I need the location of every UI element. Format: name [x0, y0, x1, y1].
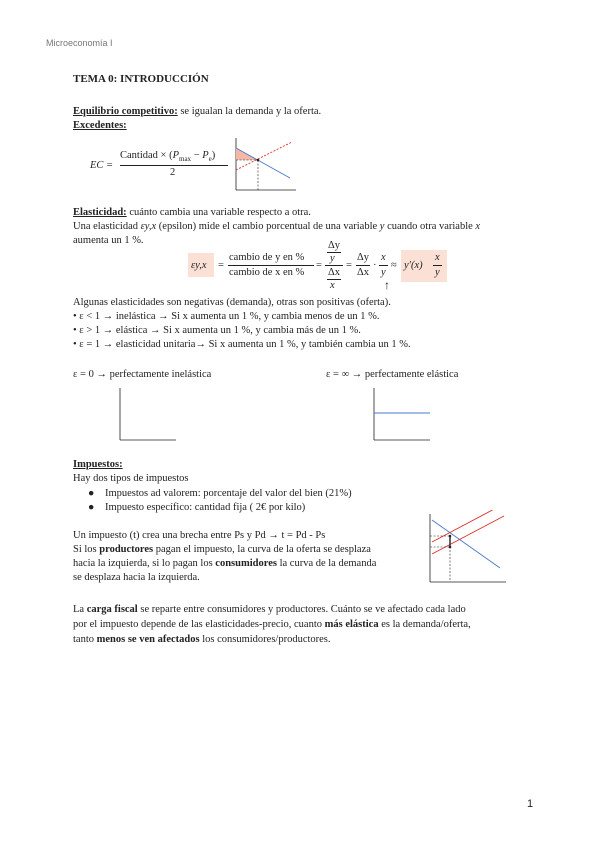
- impuesto-type-1: [88, 488, 352, 500]
- tax-graph: [420, 510, 510, 590]
- def-c: cuando otra variable: [384, 221, 476, 232]
- elasticity-formula: [188, 240, 448, 292]
- bullet-unitary: • ε = 1 → elasticidad unitaria→ Si x aumenta un 1 %, y también cambia un 1 %.: [73, 339, 411, 350]
- impuesto-type-2: [88, 502, 305, 514]
- perf-inelastic-label: ε = 0 → perfectamente inelástica: [73, 369, 212, 380]
- carga-line2: [73, 619, 471, 631]
- bullet-elastic: • ε > 1 → elástica → Si x aumenta un 1 %, y cambia más de un 1 %.: [73, 325, 361, 336]
- f1-num: cambio de y en %: [229, 252, 305, 263]
- bullet-dot-2: ●: [88, 502, 95, 513]
- impuestos-intro: Hay dos tipos de impuestos: [73, 473, 189, 484]
- ec-denominator: 2: [170, 167, 176, 178]
- bullet-dot-1: ●: [88, 488, 95, 499]
- surplus-demand-line: [236, 148, 290, 178]
- tax-pd-point: [449, 535, 452, 538]
- ec-num-b: ): [211, 150, 216, 161]
- formula-dot: ·: [373, 260, 377, 271]
- p2-b: productores: [99, 544, 154, 555]
- equilibrio-label: Equilibrio competitivo:: [73, 106, 178, 117]
- f2-num-top: Δy: [328, 240, 341, 251]
- carga-line3: [73, 634, 331, 646]
- carga-3a: tanto: [73, 634, 97, 645]
- def-x: x: [475, 221, 481, 232]
- ec-pe-sub: e: [208, 155, 212, 164]
- formula-approx: ≈: [391, 260, 397, 271]
- ec-num-a: Cantidad × (: [120, 150, 173, 161]
- f3-den: Δx: [357, 267, 370, 278]
- ec-pmax-sub: max: [179, 155, 192, 164]
- ec-minus: −: [191, 150, 203, 161]
- document-header: Microeconomía I: [46, 38, 113, 48]
- f4-den: y: [381, 267, 386, 278]
- equilibrio-text: se igualan la demanda y la oferta.: [177, 106, 322, 117]
- ec-lhs: EC =: [90, 160, 114, 171]
- excedentes-label: Excedentes:: [73, 120, 127, 131]
- impuesto-p4: se desplaza hacia la izquierda.: [73, 572, 200, 583]
- def-b: (epsilon) mide el cambio porcentual de una variable: [156, 221, 380, 232]
- def-a: Una elasticidad: [73, 221, 141, 232]
- carga-1b: carga fiscal: [86, 604, 138, 615]
- carga-3c: los consumidores/productores.: [199, 634, 331, 645]
- def-y: y: [379, 221, 385, 232]
- formula-lhs: εy,x: [191, 260, 207, 271]
- algunas-text: Algunas elasticidades son negativas (demanda), otras son positivas (oferta).: [73, 297, 391, 308]
- perf-inelastic-graph: [112, 384, 182, 446]
- f1-den: cambio de x en %: [229, 267, 305, 278]
- p3-a: hacia la izquierda, si lo pagan los: [73, 558, 216, 569]
- tax-supply-line: [432, 516, 504, 554]
- elasticidad-def-line1: [73, 221, 480, 233]
- surplus-eq-point: [257, 159, 260, 162]
- ec-formula: [90, 150, 230, 182]
- impuesto-p3: [73, 558, 376, 570]
- ec-pe: P: [202, 150, 209, 161]
- surplus-graph: [228, 134, 300, 194]
- elasticidad-line: [73, 207, 311, 219]
- impuesto-p1: Un impuesto (t) crea una brecha entre Ps y Pd → t = Pd - Ps: [73, 530, 326, 541]
- f3-num: Δy: [357, 252, 370, 263]
- f5-bar: [433, 265, 442, 266]
- arrow-up: ↑: [384, 278, 390, 292]
- formula-eq3: =: [346, 260, 352, 271]
- carga-2a: por el impuesto depende de las elasticidades-precio, cuanto: [73, 619, 325, 630]
- tax-demand-line: [432, 520, 500, 568]
- page-title: TEMA 0: INTRODUCCIÓN: [73, 73, 209, 85]
- impuesto-p2: [73, 544, 371, 556]
- perf-elastic-graph: [366, 384, 436, 446]
- impuesto-type-1-text: Impuestos ad valorem: porcentaje del valor del bien (21%): [104, 488, 352, 499]
- tax-ps-point: [449, 546, 452, 549]
- elasticidad-text: cuánto cambia una variable respecto a otra.: [126, 207, 311, 218]
- ec-fraction-bar: [120, 165, 228, 166]
- def-eps: εy,x: [140, 221, 157, 232]
- impuestos-label: Impuestos:: [73, 459, 123, 470]
- p3-b: consumidores: [215, 558, 277, 569]
- f5-den: y: [435, 267, 440, 278]
- f4-num: x: [381, 252, 386, 263]
- carga-3b: menos se ven afectados: [96, 634, 200, 645]
- f5-main: y′(x): [404, 260, 423, 271]
- impuesto-type-2-text: Impuesto específico: cantidad fija ( 2€ por kilo): [104, 502, 306, 513]
- tax-supply-shifted-line: [432, 510, 500, 542]
- f2-num-bot: y: [330, 253, 335, 264]
- f1-bar: [228, 265, 314, 266]
- carga-1c: se reparte entre consumidores y productores. Cuánto se ve afectado cada lado: [137, 604, 466, 615]
- perf-elastic-label: ε = ∞ → perfectamente elástica: [326, 369, 459, 380]
- formula-eq2: =: [316, 260, 322, 271]
- bullet-inelastic: • ε < 1 → inelástica → Si x aumenta un 1 %, y cambia menos de un 1 %.: [73, 311, 380, 322]
- p3-c: la curva de la demanda: [276, 558, 377, 569]
- f2-den-top: Δx: [328, 267, 341, 278]
- p2-c: pagan el impuesto, la curva de la oferta se desplaza: [153, 544, 371, 555]
- carga-1a: La: [73, 604, 87, 615]
- carga-2c: es la demanda/oferta,: [378, 619, 471, 630]
- elasticidad-def-line2: aumenta un 1 %.: [73, 235, 144, 246]
- elasticidad-label: Elasticidad:: [73, 207, 127, 218]
- f5-num: x: [435, 252, 440, 263]
- f2-bar: [325, 265, 343, 266]
- p2-a: Si los: [73, 544, 100, 555]
- ec-numerator: [120, 150, 215, 163]
- carga-line1: [73, 604, 466, 616]
- ec-pmax: P: [172, 150, 179, 161]
- formula-eq1: =: [218, 260, 224, 271]
- f4-bar: [379, 265, 388, 266]
- f3-bar: [356, 265, 370, 266]
- equilibrio-line: [73, 106, 321, 118]
- f2-den-bot: x: [330, 280, 335, 291]
- carga-2b: más elástica: [324, 619, 379, 630]
- page-number: 1: [527, 798, 534, 810]
